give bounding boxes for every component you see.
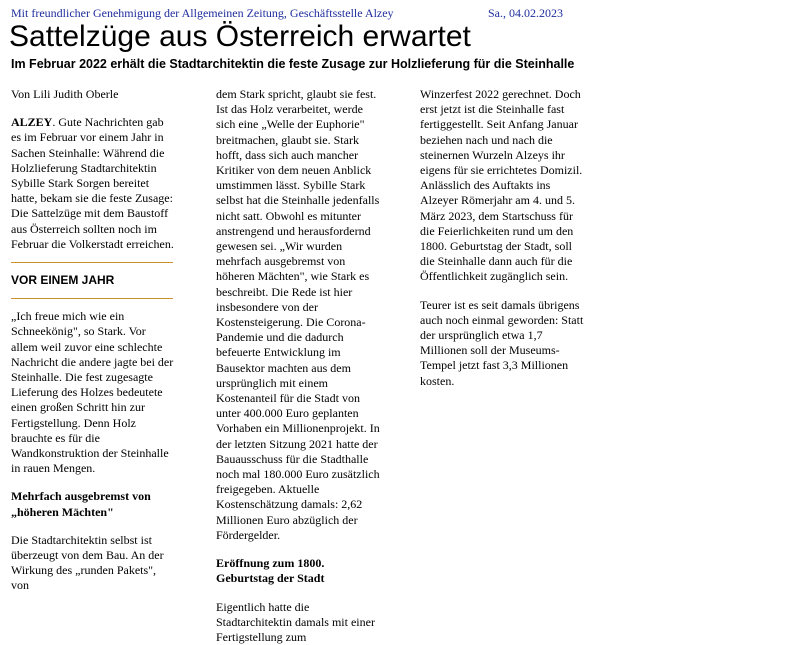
lead-text: . Gute Nachrichten gab es im Februar vor einem Jahr in Sachen Steinhalle: Während die Holzlieferung Stadtarchitektin Sybille Stark Sorgen bereitet hatte, bekam sie die feste Zusage: Die Sattelzüge mit dem Baustoff aus Österreich sollten noch im Februar die Volkerstadt erreichen. [11, 115, 174, 251]
divider-bottom [11, 298, 173, 299]
column-3 [420, 87, 584, 389]
paragraph-2: Die Stadtarchitektin selbst ist überzeugt von dem Bau. An der Wirkung des „runden Pakets", von [11, 533, 175, 594]
column-1 [11, 87, 175, 594]
lead-paragraph [11, 115, 175, 252]
article-subheadline: Im Februar 2022 erhält die Stadtarchitektin die feste Zusage zur Holzlieferung für die Steinhalle [11, 57, 574, 71]
kicker-label: VOR EINEM JAHR [11, 273, 175, 288]
subheading-2: Eröffnung zum 1800. Geburtstag der Stadt [216, 556, 380, 586]
paragraph-5: Winzerfest 2022 gerechnet. Doch erst jetzt ist die Steinhalle fast fertiggestellt. Seit Anfang Januar beziehen nach und nach die steinernen Wurzeln Alzeys ihr eigens für sie errichtetes Domizil. Anlässlich des Auftakts ins Alzeyer Römerjahr am 4. und 5. März 2023, dem Startschuss für die Feierlichkeiten rund um den 1800. Geburtstag der Stadt, soll die Steinhalle dann auch für die Öffentlichkeit zugänglich sein. [420, 87, 584, 285]
source-line [11, 6, 563, 21]
article-headline: Sattelzüge aus Österreich erwartet [9, 20, 471, 54]
subheading-1: Mehrfach ausgebremst von „höheren Mächten" [11, 489, 175, 519]
paragraph-4: Eigentlich hatte die Stadtarchitektin damals mit einer Fertigstellung zum [216, 600, 380, 645]
source-credit: Mit freundlicher Genehmigung der Allgemeinen Zeitung, Geschäftsstelle Alzey [11, 6, 394, 20]
paragraph-1: „Ich freue mich wie ein Schneekönig", so Stark. Vor allem weil zuvor eine schlechte Nachricht die andere jagte bei der Steinhalle. Die fest zugesagte Lieferung des Holzes bedeutete einen großen Schritt hin zur Fertigstellung. Denn Holz brauchte es für die Wandkonstruktion der Steinhalle in rauen Mengen. [11, 309, 175, 476]
divider-top [11, 262, 173, 263]
column-2 [216, 87, 380, 645]
paragraph-6: Teurer ist es seit damals übrigens auch noch einmal geworden: Statt der ursprünglich etwa 1,7 Millionen soll der Museums-Tempel jetzt fast 3,3 Millionen kosten. [420, 298, 584, 389]
author-line: Von Lili Judith Oberle [11, 87, 175, 102]
publication-date: Sa., 04.02.2023 [488, 6, 563, 21]
dateline: ALZEY [11, 115, 52, 129]
paragraph-3: dem Stark spricht, glaubt sie fest. Ist das Holz verarbeitet, werde sich eine „Welle der Euphorie" breitmachen, glaubt sie. Stark hofft, dass sich auch mancher Kritiker von dem neuen Anblick umstimmen lässt. Sybille Stark selbst hat die Steinhalle jedenfalls nicht satt. Obwohl es mitunter anstrengend und herausfordernd gewesen sei. „Wir wurden mehrfach ausgebremst von höheren Mächten", wie Stark es beschreibt. Die Rede ist hier insbesondere von der Kostensteigerung. Die Corona-Pandemie und die dadurch befeuerte Entwicklung im Bausektor machten aus dem ursprünglich mit einem Kostenanteil für die Stadt von unter 400.000 Euro geplanten Vorhaben ein Millionenprojekt. In der letzten Sitzung 2021 hatte der Bauausschuss für die Stadthalle noch mal 180.000 Euro zusätzlich freigegeben. Aktuelle Kostenschätzung damals: 2,62 Millionen Euro abzüglich der Fördergelder. [216, 87, 380, 543]
